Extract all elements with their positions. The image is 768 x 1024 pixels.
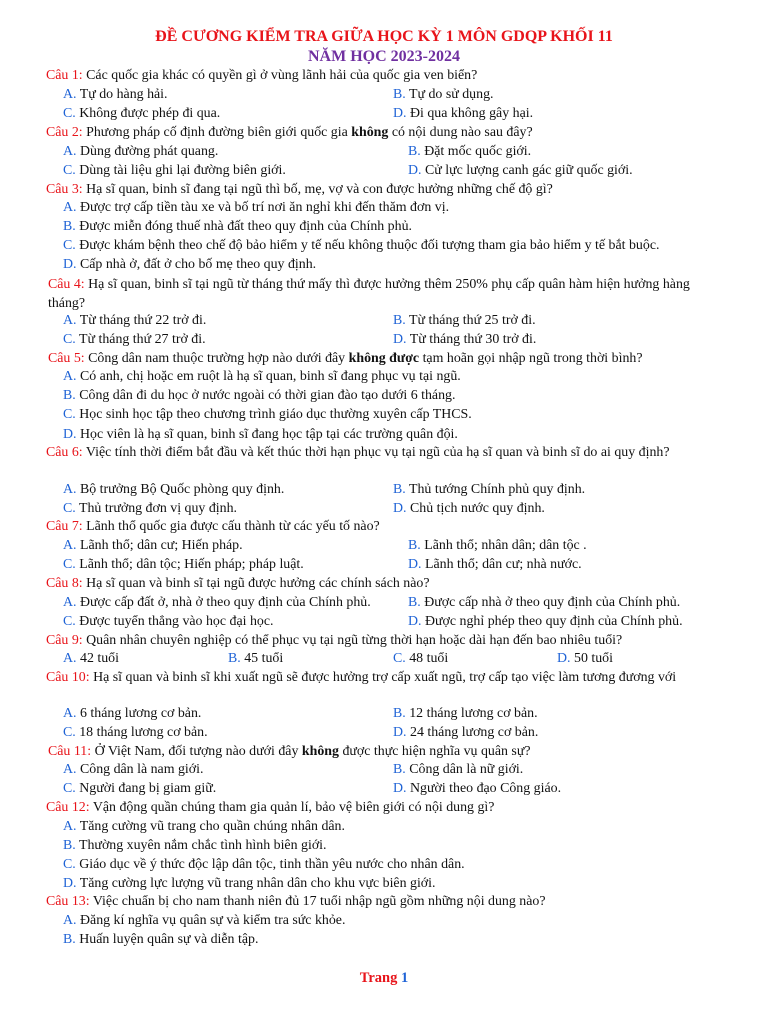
- question-8: Câu 8: Hạ sĩ quan và binh sĩ tại ngũ được hưởng các chính sách nào?: [46, 576, 430, 591]
- answer-a: A. Có anh, chị hoặc em ruột là hạ sĩ quan, binh sĩ đang phục vụ tại ngũ.: [63, 369, 461, 384]
- question-text: Các quốc gia khác có quyền gì ở vùng lãnh hải của quốc gia ven biển?: [86, 68, 478, 83]
- question-number: Câu 12:: [46, 800, 90, 815]
- answer-a: A. 6 tháng lương cơ bản.: [63, 706, 202, 721]
- answer-d: D. Đi qua không gây hại.: [393, 106, 534, 121]
- answer-a: A. 42 tuổi: [63, 651, 119, 666]
- answer-c: C. Được khám bệnh theo chế độ bảo hiểm y tế nếu không thuộc đối tượng tham gia bảo hiểm y tế bắt buộc.: [63, 238, 660, 253]
- answer-d: D. Cấp nhà ở, đất ở cho bố mẹ theo quy định.: [63, 257, 317, 272]
- page-footer: [0, 970, 768, 987]
- answer-d: D. Người theo đạo Công giáo.: [393, 781, 562, 796]
- answer-c: C. Lãnh thổ; dân tộc; Hiến pháp; pháp luật.: [63, 557, 304, 572]
- question-10: Câu 10: Hạ sĩ quan và binh sĩ khi xuất ngũ sẽ được hưởng trợ cấp xuất ngũ, trợ cấp tạo việc làm tương đương với: [46, 670, 677, 685]
- answer-c: C. Không được phép đi qua.: [63, 106, 221, 121]
- question-number: Câu 11:: [48, 744, 92, 759]
- question-3: Câu 3: Hạ sĩ quan, binh sĩ đang tại ngũ thì bố, mẹ, vợ và con được hưởng những chế độ gì?: [46, 182, 553, 197]
- answer-c: C. Dùng tài liệu ghi lại đường biên giới.: [63, 163, 286, 178]
- question-5: Câu 5: Công dân nam thuộc trường hợp nào dưới đây không được tạm hoãn gọi nhập ngũ trong thời bình?: [48, 351, 643, 366]
- answer-c: C. Học sinh học tập theo chương trình giáo dục thường xuyên cấp THCS.: [63, 407, 472, 422]
- document-title: ĐỀ CƯƠNG KIỂM TRA GIỮA HỌC KỲ 1 MÔN GDQP KHỐI 11: [155, 28, 613, 45]
- answer-a: A. Đăng kí nghĩa vụ quân sự và kiểm tra sức khỏe.: [63, 913, 346, 928]
- answer-b: B. Tự do sử dụng.: [393, 87, 494, 102]
- answer-d: D. Từ tháng thứ 30 trở đi.: [393, 332, 537, 347]
- answer-d: D. Lãnh thổ; dân cư; nhà nước.: [408, 557, 582, 572]
- answer-b: B. Đặt mốc quốc giới.: [408, 144, 532, 159]
- question-9: Câu 9: Quân nhân chuyên nghiệp có thể phục vụ tại ngũ từng thời hạn hoặc dài hạn đến bao nhiêu tuổi?: [46, 633, 623, 648]
- answer-c: C. Từ tháng thứ 27 trở đi.: [63, 332, 206, 347]
- answer-a: A. Từ tháng thứ 22 trở đi.: [63, 313, 207, 328]
- answer-b: B. Huấn luyện quân sự và diễn tập.: [63, 932, 259, 947]
- answer-a: A. Tự do hàng hải.: [63, 87, 168, 102]
- answer-d: D. Học viên là hạ sĩ quan, binh sĩ đang học tập tại các trường quân đội.: [63, 427, 458, 442]
- answer-b: B. 45 tuổi: [228, 651, 284, 666]
- answer-a: A. Được trợ cấp tiền tàu xe và bố trí nơi ăn nghỉ khi đến thăm đơn vị.: [63, 200, 450, 215]
- answer-a: A. Được cấp đất ở, nhà ở theo quy định của Chính phủ.: [63, 595, 371, 610]
- question-number: Câu 7:: [46, 519, 83, 534]
- question-11: Câu 11: Ở Việt Nam, đối tượng nào dưới đây không được thực hiện nghĩa vụ quân sự?: [48, 744, 531, 759]
- answer-b: B. Công dân là nữ giới.: [393, 762, 524, 777]
- answer-a: A. Lãnh thổ; dân cư; Hiến pháp.: [63, 538, 243, 553]
- answer-b: B. Từ tháng thứ 25 trở đi.: [393, 313, 536, 328]
- question-4: Câu 4: Hạ sĩ quan, binh sĩ tại ngũ từ tháng thứ mấy thì được hưởng thêm 250% phụ cấp quân hàm hiện hưởng hàng tháng?: [48, 277, 690, 311]
- answer-a: A. Bộ trưởng Bộ Quốc phòng quy định.: [63, 482, 285, 497]
- question-number: Câu 2:: [46, 125, 83, 140]
- question-13: Câu 13: Việc chuẩn bị cho nam thanh niên đủ 17 tuổi nhập ngũ gồm những nội dung nào?: [46, 894, 546, 909]
- answer-d: D. 24 tháng lương cơ bản.: [393, 725, 539, 740]
- answer-c: C. 48 tuổi: [393, 651, 449, 666]
- answer-d: D. Chủ tịch nước quy định.: [393, 501, 545, 516]
- answer-b: B. Được cấp nhà ở theo quy định của Chính phủ.: [408, 595, 681, 610]
- answer-c: C. Được tuyển thẳng vào học đại học.: [63, 614, 274, 629]
- question-number: Câu 5:: [48, 351, 85, 366]
- answer-c: C. Thủ trưởng đơn vị quy định.: [63, 501, 238, 516]
- answer-b: B. Thủ tướng Chính phủ quy định.: [393, 482, 586, 497]
- question-1: [46, 66, 726, 85]
- answer-a: A. Dùng đường phát quang.: [63, 144, 219, 159]
- question-number: Câu 6:: [46, 445, 83, 460]
- answer-b: B. 12 tháng lương cơ bản.: [393, 706, 538, 721]
- answer-d: D. Cử lực lượng canh gác giữ quốc giới.: [408, 163, 633, 178]
- question-number: Câu 9:: [46, 633, 83, 648]
- answer-d: D. Được nghỉ phép theo quy định của Chính phủ.: [408, 614, 683, 629]
- question-number: Câu 13:: [46, 894, 90, 909]
- answer-b: B. Lãnh thổ; nhân dân; dân tộc .: [408, 538, 587, 553]
- question-number: Câu 3:: [46, 182, 83, 197]
- question-number: Câu 8:: [46, 576, 83, 591]
- answer-c: C. 18 tháng lương cơ bản.: [63, 725, 208, 740]
- question-2: Câu 2: Phương pháp cố định đường biên giới quốc gia không có nội dung nào sau đây?: [46, 125, 533, 140]
- question-number: Câu 1:: [46, 68, 83, 83]
- answer-b: B. Công dân đi du học ở nước ngoài có thời gian đào tạo dưới 6 tháng.: [63, 388, 456, 403]
- answer-b: B. Được miễn đóng thuế nhà đất theo quy định của Chính phủ.: [63, 219, 412, 234]
- question-12: Câu 12: Vận động quần chúng tham gia quản lí, bảo vệ biên giới có nội dung gì?: [46, 800, 495, 815]
- answer-d: D. 50 tuổi: [557, 651, 613, 666]
- page-number: 1: [400, 970, 409, 986]
- answer-b: B. Thường xuyên nắm chắc tình hình biên giới.: [63, 838, 327, 853]
- question-number: Câu 10:: [46, 670, 90, 685]
- question-7: Câu 7: Lãnh thổ quốc gia được cấu thành từ các yếu tố nào?: [46, 519, 380, 534]
- answer-d: D. Tăng cường lực lượng vũ trang nhân dân cho khu vực biên giới.: [63, 876, 436, 891]
- answer-c: C. Người đang bị giam giữ.: [63, 781, 217, 796]
- question-number: Câu 4:: [48, 277, 85, 292]
- school-year: NĂM HỌC 2023-2024: [308, 48, 460, 65]
- answer-a: A. Tăng cường vũ trang cho quần chúng nhân dân.: [63, 819, 345, 834]
- page-label: Trang: [359, 970, 398, 986]
- answer-c: C. Giáo dục về ý thức độc lập dân tộc, tinh thần yêu nước cho nhân dân.: [63, 857, 465, 872]
- answer-a: A. Công dân là nam giới.: [63, 762, 204, 777]
- question-6: Câu 6: Việc tính thời điểm bắt đầu và kết thúc thời hạn phục vụ tại ngũ của hạ sĩ quan và binh sĩ do ai quy định?: [46, 445, 670, 460]
